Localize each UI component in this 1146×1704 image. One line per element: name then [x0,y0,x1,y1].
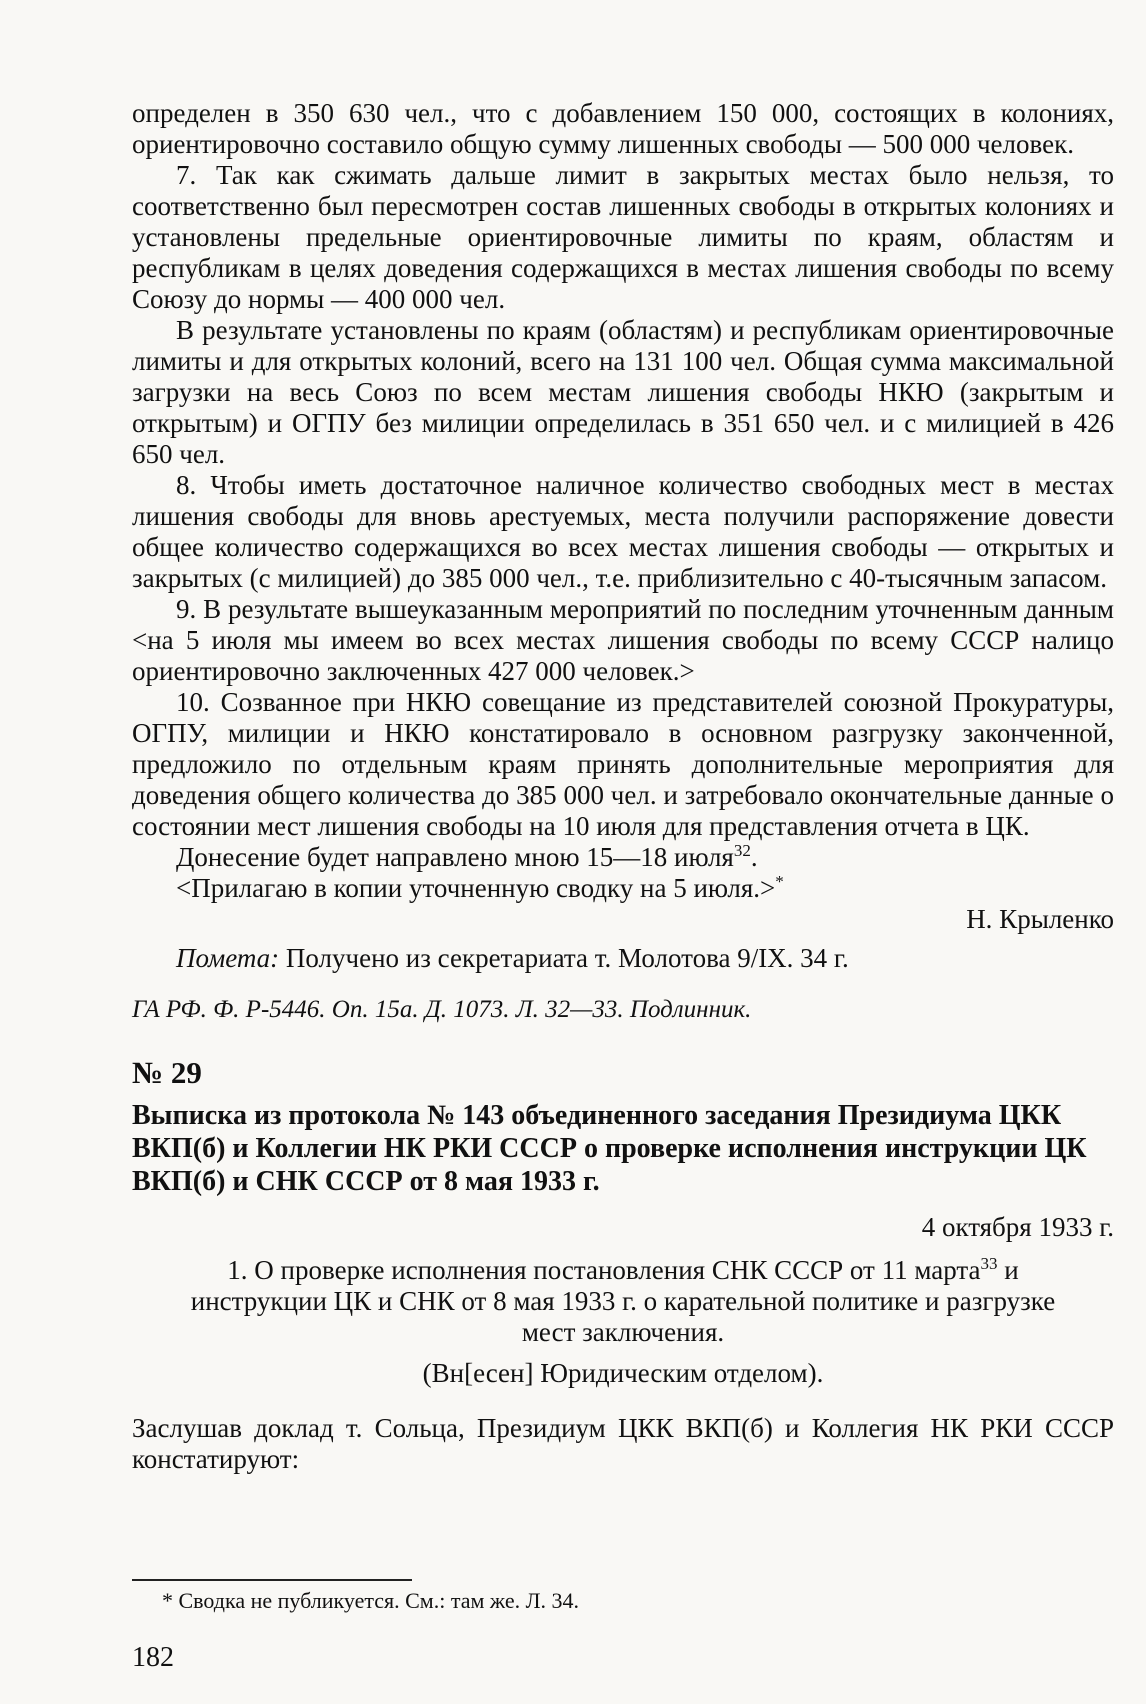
footnote-mark: * [162,1588,173,1613]
paragraph-item-9: 9. В результате вышеуказанным мероприятий по последним уточненным данным <на 5 июля мы имеем во всех местах лишения свободы по всему СССР налицо ориентировочно заключенных 427 000 человек.> [132,594,1114,686]
signature: Н. Крыленко [966,904,1114,934]
annotation-note [132,943,1114,974]
footnote-ref-32: 32 [733,841,751,860]
paragraph-item-10: 10. Созванное при НКЮ совещание из представителей союзной Прокуратуры, ОГПУ, милиции и НКЮ констатировало в основном разгрузку законченной, предложило по отдельным краям принять дополнительные мероприятия для доведения общего количества до 385 000 чел. и затребовало окончательные данные о состоянии мест лишения свободы на 10 июля для представления отчета в ЦК. [132,687,1114,841]
footnote-ref-33: 33 [980,1254,998,1273]
paragraph-report [132,842,1114,873]
document-title: Выписка из протокола № 143 объединенного заседания Президиума ЦКК ВКП(б) и Коллегии НК РКИ СССР о проверке исполнения инструкции ЦК ВКП(б) и СНК СССР от 8 мая 1933 г. [132,1100,1087,1197]
footnote-divider [132,1579,412,1581]
attachment-text: <Прилагаю в копии уточненную сводку на 5 июля.> [176,873,776,903]
document-number: № 29 [132,1055,202,1090]
paragraph-attachment [132,873,1114,904]
agenda-item-text: 1. О проверке исполнения постановления СНК СССР от 11 марта [227,1255,981,1285]
paragraph-continuation: определен в 350 630 чел., что с добавлением 150 000, состоящих в колониях, ориентировочно составило общую сумму лишенных свободы — 500 000 человек. [132,98,1114,159]
main-text-column [132,98,1114,1475]
paragraph-item-8: 8. Чтобы иметь достаточное наличное количество свободных мест в местах лишения свободы для вновь арестуемых, места получили распоряжение довести общее количество содержащихся во всех местах лишения свободы — открытых и закрытых (с милицией) до 385 000 чел., т.е. приблизительно с 40-тысячным запасом. [132,470,1114,593]
paragraph-resolution-intro: Заслушав доклад т. Сольца, Президиум ЦКК ВКП(б) и Коллегия НК РКИ СССР констатируют: [132,1413,1114,1474]
archive-reference: ГА РФ. Ф. Р-5446. Оп. 15а. Д. 1073. Л. 32—33. Подлинник. [132,996,752,1023]
paragraph-item-7: 7. Так как сжимать дальше лимит в закрытых местах было нельзя, то соответственно был пересмотрен состав лишенных свободы в открытых колониях и установлены предельные ориентировочные лимиты по краям, областям и республикам в целях доведения содержащихся в местах лишения свободы по всему Союзу до нормы — 400 000 чел. [132,160,1114,314]
submitting-department: (Вн[есен] Юридическим отделом). [422,1358,824,1388]
agenda-item-1 [132,1255,1114,1348]
page-number: 182 [132,1642,174,1673]
footnote [162,1588,579,1614]
report-text: Донесение будет направлено мною 15—18 июля [176,842,734,872]
footnote-text: Сводка не публикуется. См.: там же. Л. 34. [173,1588,580,1613]
footnote-ref-star: * [775,872,784,891]
report-end: . [750,842,758,872]
note-text: Получено из секретариата т. Молотова 9/IX. 34 г. [279,943,849,973]
paragraph-result: В результате установлены по краям (областям) и республикам ориентировочные лимиты и для открытых колоний, всего на 131 100 чел. Общая сумма максимальной загрузки на весь Союз по всем местам лишения свободы НКЮ (закрытым и открытым) и ОГПУ без милиции определилась в 351 650 чел. и с милицией в 426 650 чел. [132,315,1114,469]
note-label: Помета: [176,943,280,973]
agenda-item-rest: и инструкции ЦК и СНК от 8 мая 1933 г. о карательной политике и разгрузке мест заключения. [190,1255,1056,1347]
document-date: 4 октября 1933 г. [921,1212,1114,1242]
